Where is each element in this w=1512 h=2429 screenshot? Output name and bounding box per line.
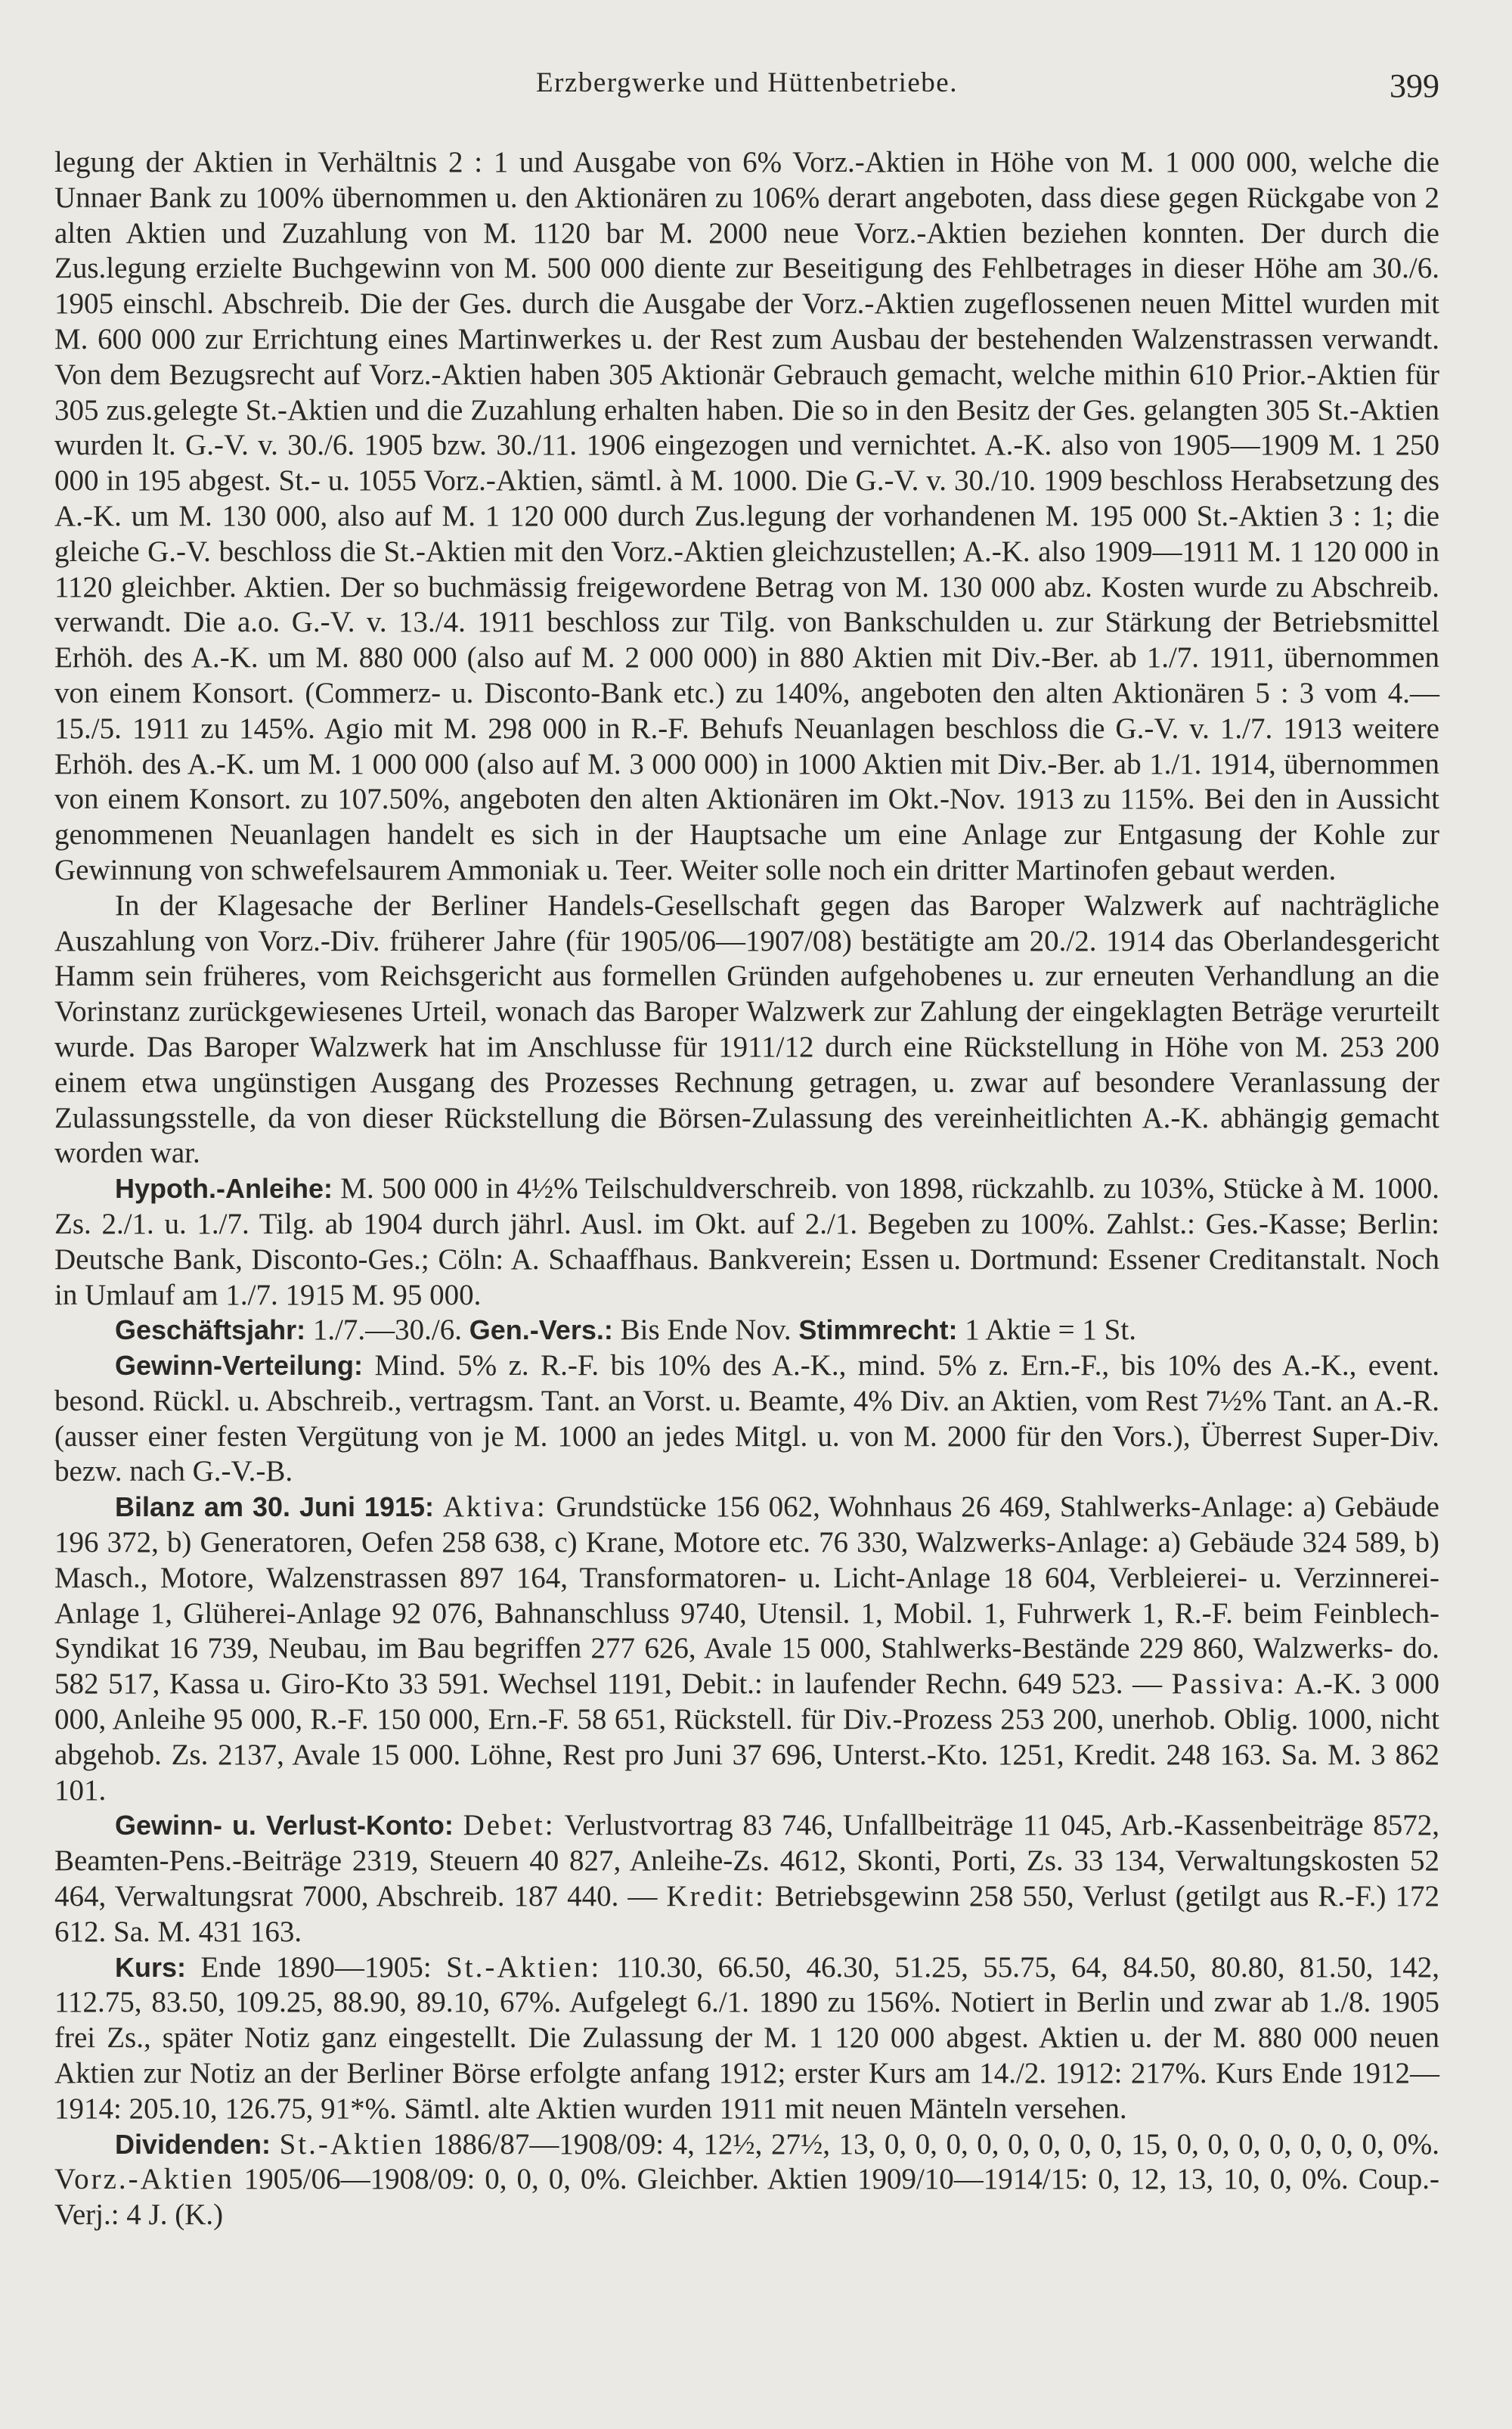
section-lead: Gewinn-Verteilung: — [115, 1350, 364, 1382]
section-text: M. 500 000 in 4½% Teilschuldverschreib. von 1898, rückzahlb. zu 103%, Stücke à M. 1000. Zs. 2./1. u. 1./7. Tilg. ab 1904 durch jährl. Ausl. im Okt. auf 2./1. Begeben zu 100%. Zahlst.: Ges.-Kasse; Berlin: Deutsche Bank, Disconto-Ges.; Cöln: A. Schaaffhaus. Bankverein; Essen u. Dortmund: Essener Creditanstalt. Noch in Umlauf am 1./7. 1915 M. 95 000. — [54, 1172, 1439, 1311]
section-bilanz — [54, 1490, 1439, 1808]
section-kurs — [54, 1950, 1439, 2127]
running-title: Erzbergwerke und Hüttenbetriebe. — [536, 67, 958, 98]
label-debet: Debet: — [463, 1809, 556, 1842]
section-lead-stimmrecht: Stimmrecht: — [798, 1314, 958, 1346]
section-text: Ende 1890—1905: — [186, 1950, 447, 1984]
label-st-aktien: St.-Aktien — [279, 2127, 424, 2161]
section-lead: Hypoth.-Anleihe: — [115, 1173, 333, 1205]
section-gewinn-verteilung — [54, 1348, 1439, 1490]
page-header — [54, 67, 1439, 127]
label-vorz-aktien: Vorz.-Aktien — [54, 2163, 234, 2196]
label-passiva: Passiva: — [1171, 1667, 1287, 1701]
label-st-aktien: St.-Aktien: — [446, 1950, 602, 1984]
label-kredit: Kredit: — [666, 1880, 766, 1913]
section-text: 1905/06—1908/09: 0, 0, 0, 0%. Gleichber. Aktien 1909/10—1914/15: 0, 12, 13, 10, 0, 0%. Coup.-Verj.: 4 J. (K.) — [54, 2163, 1439, 2232]
section-lead-gen-vers: Gen.-Vers.: — [469, 1314, 613, 1346]
section-text: Bis Ende Nov. — [612, 1314, 799, 1347]
page-body — [54, 145, 1439, 2233]
section-lead: Bilanz am 30. Juni 1915: — [115, 1491, 435, 1523]
page-number: 399 — [1390, 67, 1439, 104]
section-geschaeftsjahr — [54, 1313, 1439, 1348]
section-text: 1./7.—30./6. — [305, 1314, 469, 1347]
section-lead: Gewinn- u. Verlust-Konto: — [115, 1810, 454, 1841]
paragraph-capital-history: legung der Aktien in Verhältnis 2 : 1 und Ausgabe von 6% Vorz.-Aktien in Höhe von M. 1 000 000, welche die Unnaer Bank zu 100% übernommen u. den Aktionären zu 106% derart angeboten, dass diese gegen Rückgabe von 2 alten Aktien und Zuzahlung von M. 1120 bar M. 2000 neue Vorz.-Aktien beziehen konnten. Der durch die Zus.legung erzielte Buchgewinn von M. 500 000 diente zur Beseitigung des Fehlbetrages in dieser Höhe am 30./6. 1905 einschl. Abschreib. Die der Ges. durch die Ausgabe der Vorz.-Aktien zugeflossenen neuen Mittel wurden mit M. 600 000 zur Errichtung eines Martinwerkes u. der Rest zum Ausbau der bestehenden Walzenstrassen verwandt. Von dem Bezugsrecht auf Vorz.-Aktien haben 305 Aktionär Gebrauch gemacht, welche mithin 610 Prior.-Aktien für 305 zus.gelegte St.-Aktien und die Zuzahlung erhalten haben. Die so in den Besitz der Ges. gelangten 305 St.-Aktien wurden lt. G.-V. v. 30./6. 1905 bzw. 30./11. 1906 eingezogen und vernichtet. A.-K. also von 1905—1909 M. 1 250 000 in 195 abgest. St.- u. 1055 Vorz.-Aktien, sämtl. à M. 1000. Die G.-V. v. 30./10. 1909 beschloss Herabsetzung des A.-K. um M. 130 000, also auf M. 1 120 000 durch Zus.legung der vorhandenen M. 195 000 St.-Aktien 3 : 1; die gleiche G.-V. beschloss die St.-Aktien mit den Vorz.-Aktien gleichzustellen; A.-K. also 1909—1911 M. 1 120 000 in 1120 gleichber. Aktien. Der so buchmässig freigewordene Betrag von M. 130 000 abz. Kosten wurde zu Abschreib. verwandt. Die a.o. G.-V. v. 13./4. 1911 beschloss zur Tilg. von Bankschulden u. zur Stärkung der Betriebsmittel Erhöh. des A.-K. um M. 880 000 (also auf M. 2 000 000) in 880 Aktien mit Div.-Ber. ab 1./7. 1911, übernommen von einem Konsort. (Commerz- u. Disconto-Bank etc.) zu 140%, angeboten den alten Aktionären 5 : 3 vom 4.—15./5. 1911 zu 145%. Agio mit M. 298 000 in R.-F. Behufs Neuanlagen beschloss die G.-V. v. 1./7. 1913 weitere Erhöh. des A.-K. um M. 1 000 000 (also auf M. 3 000 000) in 1000 Aktien mit Div.-Ber. ab 1./1. 1914, übernommen von einem Konsort. zu 107.50%, angeboten den alten Aktionären im Okt.-Nov. 1913 zu 115%. Bei den in Aussicht genommenen Neuanlagen handelt es sich in der Hauptsache um eine Anlage zur Entgasung der Kohle zur Gewinnung von schwefelsaurem Ammoniak u. Teer. Weiter solle noch ein dritter Martinofen gebaut werden. — [54, 146, 1439, 886]
label-aktiva: Aktiva: — [442, 1491, 547, 1524]
section-text: Mind. 5% z. R.-F. bis 10% des A.-K., mind. 5% z. Ern.-F., bis 10% des A.-K., event. besond. Rückl. u. Abschreib., vertragsm. Tant. an Vorst. u. Beamte, 4% Div. an Aktien, vom Rest 7½% Tant. an A.-R. (ausser einer festen Vergütung von je M. 1000 an jedes Mitgl. u. von M. 2000 für den Vors.), Überrest Super-Div. bezw. nach G.-V.-B. — [54, 1349, 1439, 1488]
section-dividenden — [54, 2127, 1439, 2233]
section-text: Grundstücke 156 062, Wohnhaus 26 469, Stahlwerks-Anlage: a) Gebäude 196 372, b) Generatoren, Oefen 258 638, c) Krane, Motore etc. 76 330, Walzwerks-Anlage: a) Gebäude 324 589, b) Masch., Motore, Walzenstrassen 897 164, Transformatoren- u. Licht-Anlage 18 604, Verbleierei- u. Verzinnerei-Anlage 1, Glüherei-Anlage 92 076, Bahnanschluss 9740, Utensil. 1, Mobil. 1, Fuhrwerk 1, R.-F. beim Feinblech-Syndikat 16 739, Neubau, im Bau begriffen 277 626, Avale 15 000, Stahlwerks-Bestände 229 860, Walzwerks- do. 582 517, Kassa u. Giro-Kto 33 591. Wechsel 1191, Debit.: in laufender Rechn. 649 523. — — [54, 1491, 1439, 1701]
paragraph-lawsuit: In der Klagesache der Berliner Handels-Gesellschaft gegen das Baroper Walzwerk auf nachträgliche Auszahlung von Vorz.-Div. früherer Jahre (für 1905/06—1907/08) bestätigte am 20./2. 1914 das Oberlandesgericht Hamm sein früheres, vom Reichsgericht aus formellen Gründen aufgehobenes u. zur erneuten Verhandlung an die Vorinstanz zurückgewiesenes Urteil, wonach das Baroper Walzwerk zur Zahlung der eingeklagten Beträge verurteilt wurde. Das Baroper Walzwerk hat im Anschlusse für 1911/12 durch eine Rückstellung in Höhe von M. 253 200 einem etwa ungünstigen Ausgang des Prozesses Rechnung getragen, u. zwar auf besondere Veranlassung der Zulassungsstelle, da von dieser Rückstellung die Börsen-Zulassung des vereinheitlichten A.-K. abhängig gemacht worden war. — [54, 889, 1439, 1170]
section-text: Betriebsgewinn 258 550, Verlust (getilgt aus R.-F.) 172 612. Sa. M. 431 163. — [54, 1880, 1439, 1948]
section-text: Verlustvortrag 83 746, Unfallbeiträge 11 045, Arb.-Kassenbeiträge 8572, Beamten-Pens.-Beiträge 2319, Steuern 40 827, Anleihe-Zs. 4612, Skonti, Porti, Zs. 33 134, Verwaltungskosten 52 464, Verwaltungsrat 7000, Abschreib. 187 440. — — [54, 1809, 1439, 1913]
section-gewinn-verlust — [54, 1808, 1439, 1950]
section-lead: Geschäftsjahr: — [115, 1314, 306, 1346]
section-hypothek-anleihe — [54, 1171, 1439, 1313]
section-text: 1886/87—1908/09: 4, 12½, 27½, 13, 0, 0, 0, 0, 0, 0, 0, 0, 15, 0, 0, 0, 0, 0, 0, 0, 0%. — [424, 2127, 1439, 2161]
section-lead: Dividenden: — [115, 2128, 271, 2160]
section-text: 1 Aktie = 1 St. — [957, 1314, 1136, 1347]
section-text: 110.30, 66.50, 46.30, 51.25, 55.75, 64, 84.50, 80.80, 81.50, 142, 112.75, 83.50, 109.25, 88.90, 89.10, 67%. Aufgelegt 6./1. 1890 zu 156%. Notiert in Berlin und zwar ab 1./8. 1905 frei Zs., später Notiz ganz eingestellt. Die Zulassung der M. 1 120 000 abgest. Aktien u. der M. 880 000 neuen Aktien zur Notiz an der Berliner Börse erfolgte anfang 1912; erster Kurs am 14./2. 1912: 217%. Kurs Ende 1912—1914: 205.10, 126.75, 91*%. Sämtl. alte Aktien wurden 1911 mit neuen Mänteln versehen. — [54, 1950, 1439, 2125]
section-lead: Kurs: — [115, 1951, 187, 1983]
section-text: A.-K. 3 000 000, Anleihe 95 000, R.-F. 150 000, Ern.-F. 58 651, Rückstell. für Div.-Prozess 253 200, unerhob. Oblig. 1000, nicht abgehob. Zs. 2137, Avale 15 000. Löhne, Rest pro Juni 37 696, Unterst.-Kto. 1251, Kredit. 248 163. Sa. M. 3 862 101. — [54, 1667, 1440, 1807]
